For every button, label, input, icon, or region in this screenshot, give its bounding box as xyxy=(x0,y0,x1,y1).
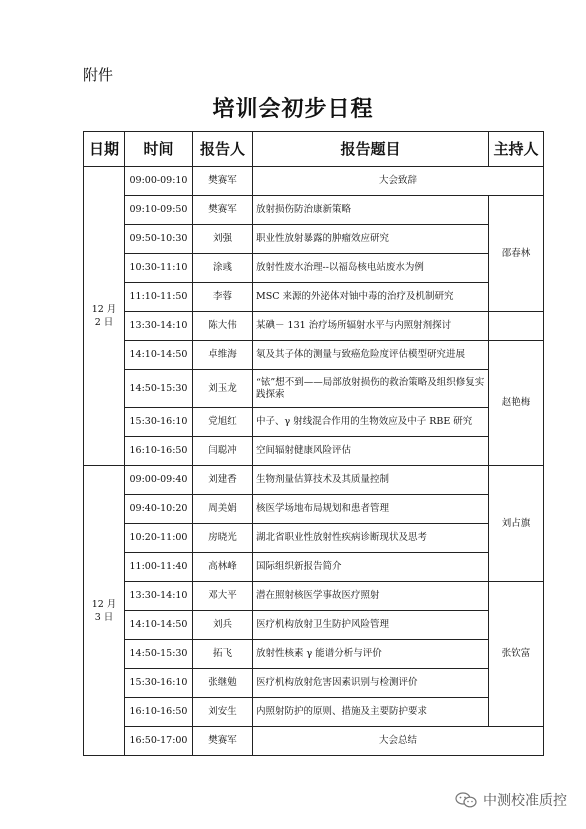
header-host: 主持人 xyxy=(489,132,544,167)
topic-cell: 职业性放射暴露的肿瘤效应研究 xyxy=(253,225,489,254)
speaker-cell: 拓飞 xyxy=(193,640,253,669)
time-cell: 09:40-10:20 xyxy=(125,495,193,524)
table-row xyxy=(84,698,544,727)
wechat-icon xyxy=(455,792,477,808)
speaker-cell: 樊赛军 xyxy=(193,196,253,225)
speaker-cell: 刘兵 xyxy=(193,611,253,640)
topic-cell: 放射性核素 γ 能谱分析与评价 xyxy=(253,640,489,669)
time-cell: 14:50-15:30 xyxy=(125,640,193,669)
table-row xyxy=(84,640,544,669)
topic-cell: 中子、γ 射线混合作用的生物效应及中子 RBE 研究 xyxy=(253,408,489,437)
time-cell: 14:50-15:30 xyxy=(125,370,193,408)
speaker-cell: 樊赛军 xyxy=(193,167,253,196)
speaker-cell: 邓大平 xyxy=(193,582,253,611)
topic-cell: 大会总结 xyxy=(253,727,544,756)
table-row xyxy=(84,225,544,254)
time-cell: 14:10-14:50 xyxy=(125,611,193,640)
table-row xyxy=(84,437,544,466)
time-cell: 13:30-14:10 xyxy=(125,312,193,341)
speaker-cell: 高林峰 xyxy=(193,553,253,582)
date-cell xyxy=(84,167,125,466)
table-row xyxy=(84,196,544,225)
table-row xyxy=(84,312,544,341)
watermark-text: 中测校准质控 xyxy=(483,793,567,809)
topic-cell: “铱”想不到——局部放射损伤的救治策略及组织修复实践探索 xyxy=(253,370,489,408)
table-row xyxy=(84,524,544,553)
time-cell: 15:30-16:10 xyxy=(125,408,193,437)
topic-cell: 放射性废水治理--以福岛核电站废水为例 xyxy=(253,254,489,283)
speaker-cell: 卓维海 xyxy=(193,341,253,370)
date-cell xyxy=(84,466,125,756)
date-month: 12 月 xyxy=(91,598,117,610)
time-cell: 09:00-09:40 xyxy=(125,466,193,495)
time-cell: 15:30-16:10 xyxy=(125,669,193,698)
date-day: 3 日 xyxy=(94,611,114,623)
time-cell: 14:10-14:50 xyxy=(125,341,193,370)
time-cell: 10:20-11:00 xyxy=(125,524,193,553)
date-day: 2 日 xyxy=(94,317,114,328)
topic-cell: 生物剂量估算技术及其质量控制 xyxy=(253,466,489,495)
topic-cell: 国际组织新报告简介 xyxy=(253,553,489,582)
time-cell: 13:30-14:10 xyxy=(125,582,193,611)
speaker-cell: 樊赛军 xyxy=(193,727,253,756)
speaker-cell: 党旭红 xyxy=(193,408,253,437)
topic-cell: 湖北省职业性放射性疾病诊断现状及思考 xyxy=(253,524,489,553)
table-row xyxy=(84,553,544,582)
watermark xyxy=(455,790,567,810)
table-row xyxy=(84,466,544,495)
table-row xyxy=(84,341,544,370)
header-time: 时间 xyxy=(125,132,193,167)
header-topic: 报告题目 xyxy=(253,132,489,167)
time-cell: 16:10-16:50 xyxy=(125,698,193,727)
host-cell: 刘占旗 xyxy=(489,466,544,582)
time-cell: 09:10-09:50 xyxy=(125,196,193,225)
topic-cell: 氡及其子体的测量与致癌危险度评估模型研究进展 xyxy=(253,341,489,370)
table-row xyxy=(84,669,544,698)
topic-cell: 潜在照射核医学事故医疗照射 xyxy=(253,582,489,611)
speaker-cell: 陈大伟 xyxy=(193,312,253,341)
topic-cell: 某碘－ 131 治疗场所辐射水平与内照射剂探讨 xyxy=(253,312,489,341)
time-cell: 09:50-10:30 xyxy=(125,225,193,254)
host-cell: 赵艳梅 xyxy=(489,341,544,466)
speaker-cell: 周美娟 xyxy=(193,495,253,524)
topic-cell: MSC 来源的外泌体对铀中毒的治疗及机制研究 xyxy=(253,283,489,312)
host-cell: 张钦富 xyxy=(489,582,544,727)
header-speaker: 报告人 xyxy=(193,132,253,167)
topic-cell: 医疗机构放射危害因素识别与检测评价 xyxy=(253,669,489,698)
time-cell: 11:00-11:40 xyxy=(125,553,193,582)
speaker-cell: 闫聪冲 xyxy=(193,437,253,466)
time-cell: 09:00-09:10 xyxy=(125,167,193,196)
table-row xyxy=(84,727,544,756)
speaker-cell: 房晓光 xyxy=(193,524,253,553)
table-row xyxy=(84,370,544,408)
schedule-table xyxy=(83,131,544,756)
speaker-cell: 张继勉 xyxy=(193,669,253,698)
table-row xyxy=(84,283,544,312)
topic-cell: 内照射防护的原则、措施及主要防护要求 xyxy=(253,698,489,727)
table-row xyxy=(84,167,544,196)
speaker-cell: 涂彧 xyxy=(193,254,253,283)
topic-cell: 大会致辞 xyxy=(253,167,544,196)
table-row xyxy=(84,495,544,524)
date-month: 12 月 xyxy=(91,304,117,315)
time-cell: 11:10-11:50 xyxy=(125,283,193,312)
topic-cell: 放射损伤防治康新策略 xyxy=(253,196,489,225)
topic-cell: 空间辐射健康风险评估 xyxy=(253,437,489,466)
header-date: 日期 xyxy=(84,132,125,167)
table-row xyxy=(84,408,544,437)
host-cell-empty xyxy=(489,312,544,341)
table-row xyxy=(84,582,544,611)
topic-cell: 医疗机构放射卫生防护风险管理 xyxy=(253,611,489,640)
time-cell: 16:50-17:00 xyxy=(125,727,193,756)
page-title: 培训会初步日程 xyxy=(212,97,374,122)
table-row xyxy=(84,611,544,640)
topic-cell: 核医学场地布局规划和患者管理 xyxy=(253,495,489,524)
speaker-cell: 刘强 xyxy=(193,225,253,254)
table-row xyxy=(84,254,544,283)
time-cell: 10:30-11:10 xyxy=(125,254,193,283)
host-cell: 邵春林 xyxy=(489,196,544,312)
attachment-label: 附件 xyxy=(83,66,114,84)
speaker-cell: 刘建香 xyxy=(193,466,253,495)
speaker-cell: 刘安生 xyxy=(193,698,253,727)
time-cell: 16:10-16:50 xyxy=(125,437,193,466)
speaker-cell: 刘玉龙 xyxy=(193,370,253,408)
speaker-cell: 李蓉 xyxy=(193,283,253,312)
header-row xyxy=(84,132,544,167)
